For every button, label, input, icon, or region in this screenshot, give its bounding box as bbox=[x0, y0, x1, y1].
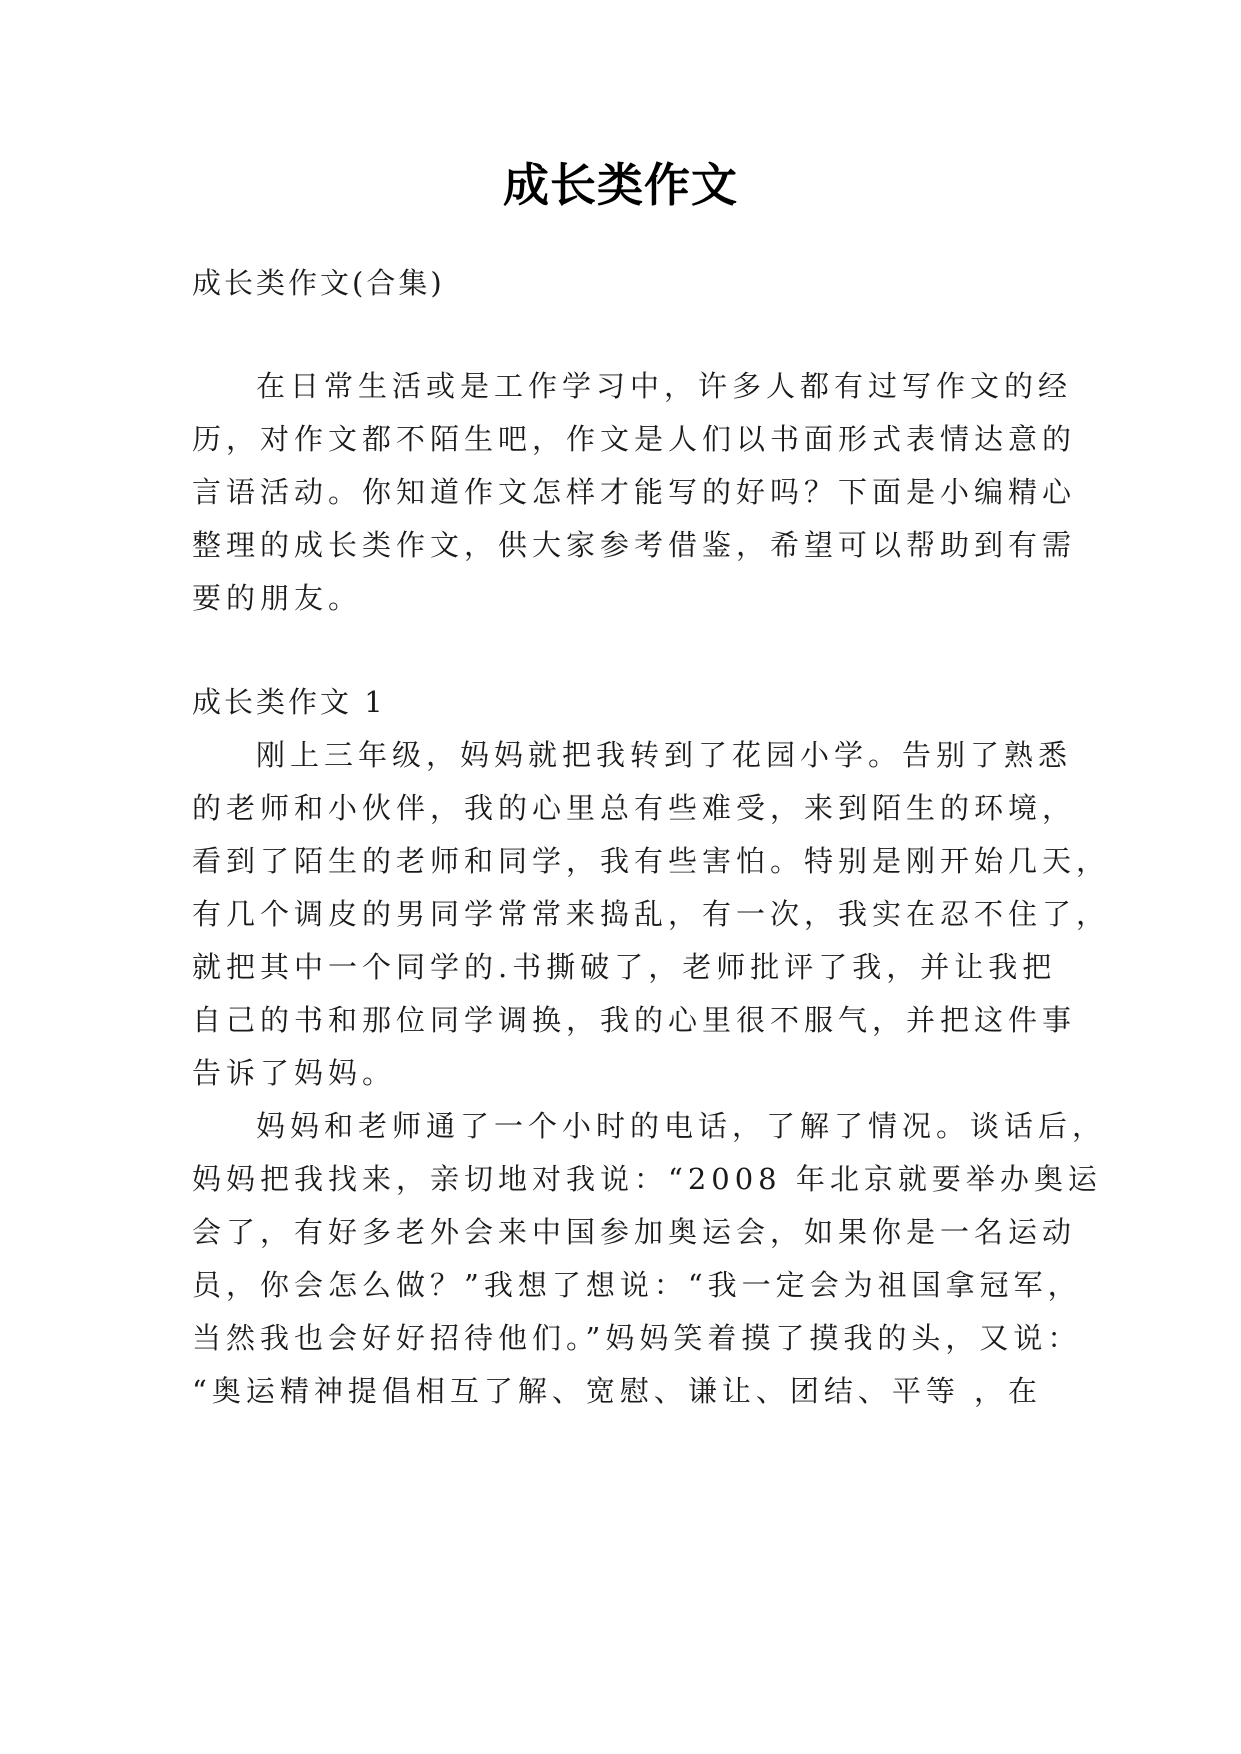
intro-line: 言语活动。你知道作文怎样才能写的好吗？下面是小编精心 bbox=[192, 475, 1077, 509]
essay-line: 有几个调皮的男同学常常来捣乱，有一次，我实在忍不住了， bbox=[192, 897, 1111, 931]
intro-line: 历，对作文都不陌生吧，作文是人们以书面形式表情达意的 bbox=[192, 422, 1077, 456]
essay-line: 看到了陌生的老师和同学，我有些害怕。特别是刚开始几天， bbox=[192, 844, 1111, 878]
document-title: 成长类作文 bbox=[503, 158, 738, 212]
document-subtitle: 成长类作文(合集) bbox=[192, 266, 445, 300]
essay-line: 当然我也会好好招待他们。”妈妈笑着摸了摸我的头，又说： bbox=[192, 1321, 1082, 1355]
essay-line: 妈妈把我找来，亲切地对我说：“2008 年北京就要举办奥运 bbox=[192, 1162, 1102, 1196]
essay-line: 会了，有好多老外会来中国参加奥运会，如果你是一名运动 bbox=[192, 1215, 1077, 1249]
intro-line: 要的朋友。 bbox=[192, 581, 363, 615]
essay-line: 告诉了妈妈。 bbox=[192, 1056, 397, 1090]
essay-line: 妈妈和老师通了一个小时的电话，了解了情况。谈话后， bbox=[256, 1109, 1107, 1143]
intro-line: 在日常生活或是工作学习中，许多人都有过写作文的经 bbox=[256, 369, 1073, 403]
essay-line: “奥运精神提倡相互了解、宽慰、谦让、团结、平等 ，在 bbox=[192, 1374, 1043, 1408]
essay-line: 员，你会怎么做？”我想了想说：“我一定会为祖国拿冠军， bbox=[192, 1268, 1082, 1302]
intro-line: 整理的成长类作文，供大家参考借鉴，希望可以帮助到有需 bbox=[192, 528, 1077, 562]
essay-line: 就把其中一个同学的.书撕破了，老师批评了我，并让我把 bbox=[192, 950, 1057, 984]
essay-line: 的老师和小伙伴，我的心里总有些难受，来到陌生的环境， bbox=[192, 791, 1077, 825]
essay-line: 自己的书和那位同学调换，我的心里很不服气，并把这件事 bbox=[192, 1003, 1077, 1037]
essay-line: 刚上三年级，妈妈就把我转到了花园小学。告别了熟悉 bbox=[256, 738, 1073, 772]
essay-heading: 成长类作文 1 bbox=[192, 685, 386, 719]
